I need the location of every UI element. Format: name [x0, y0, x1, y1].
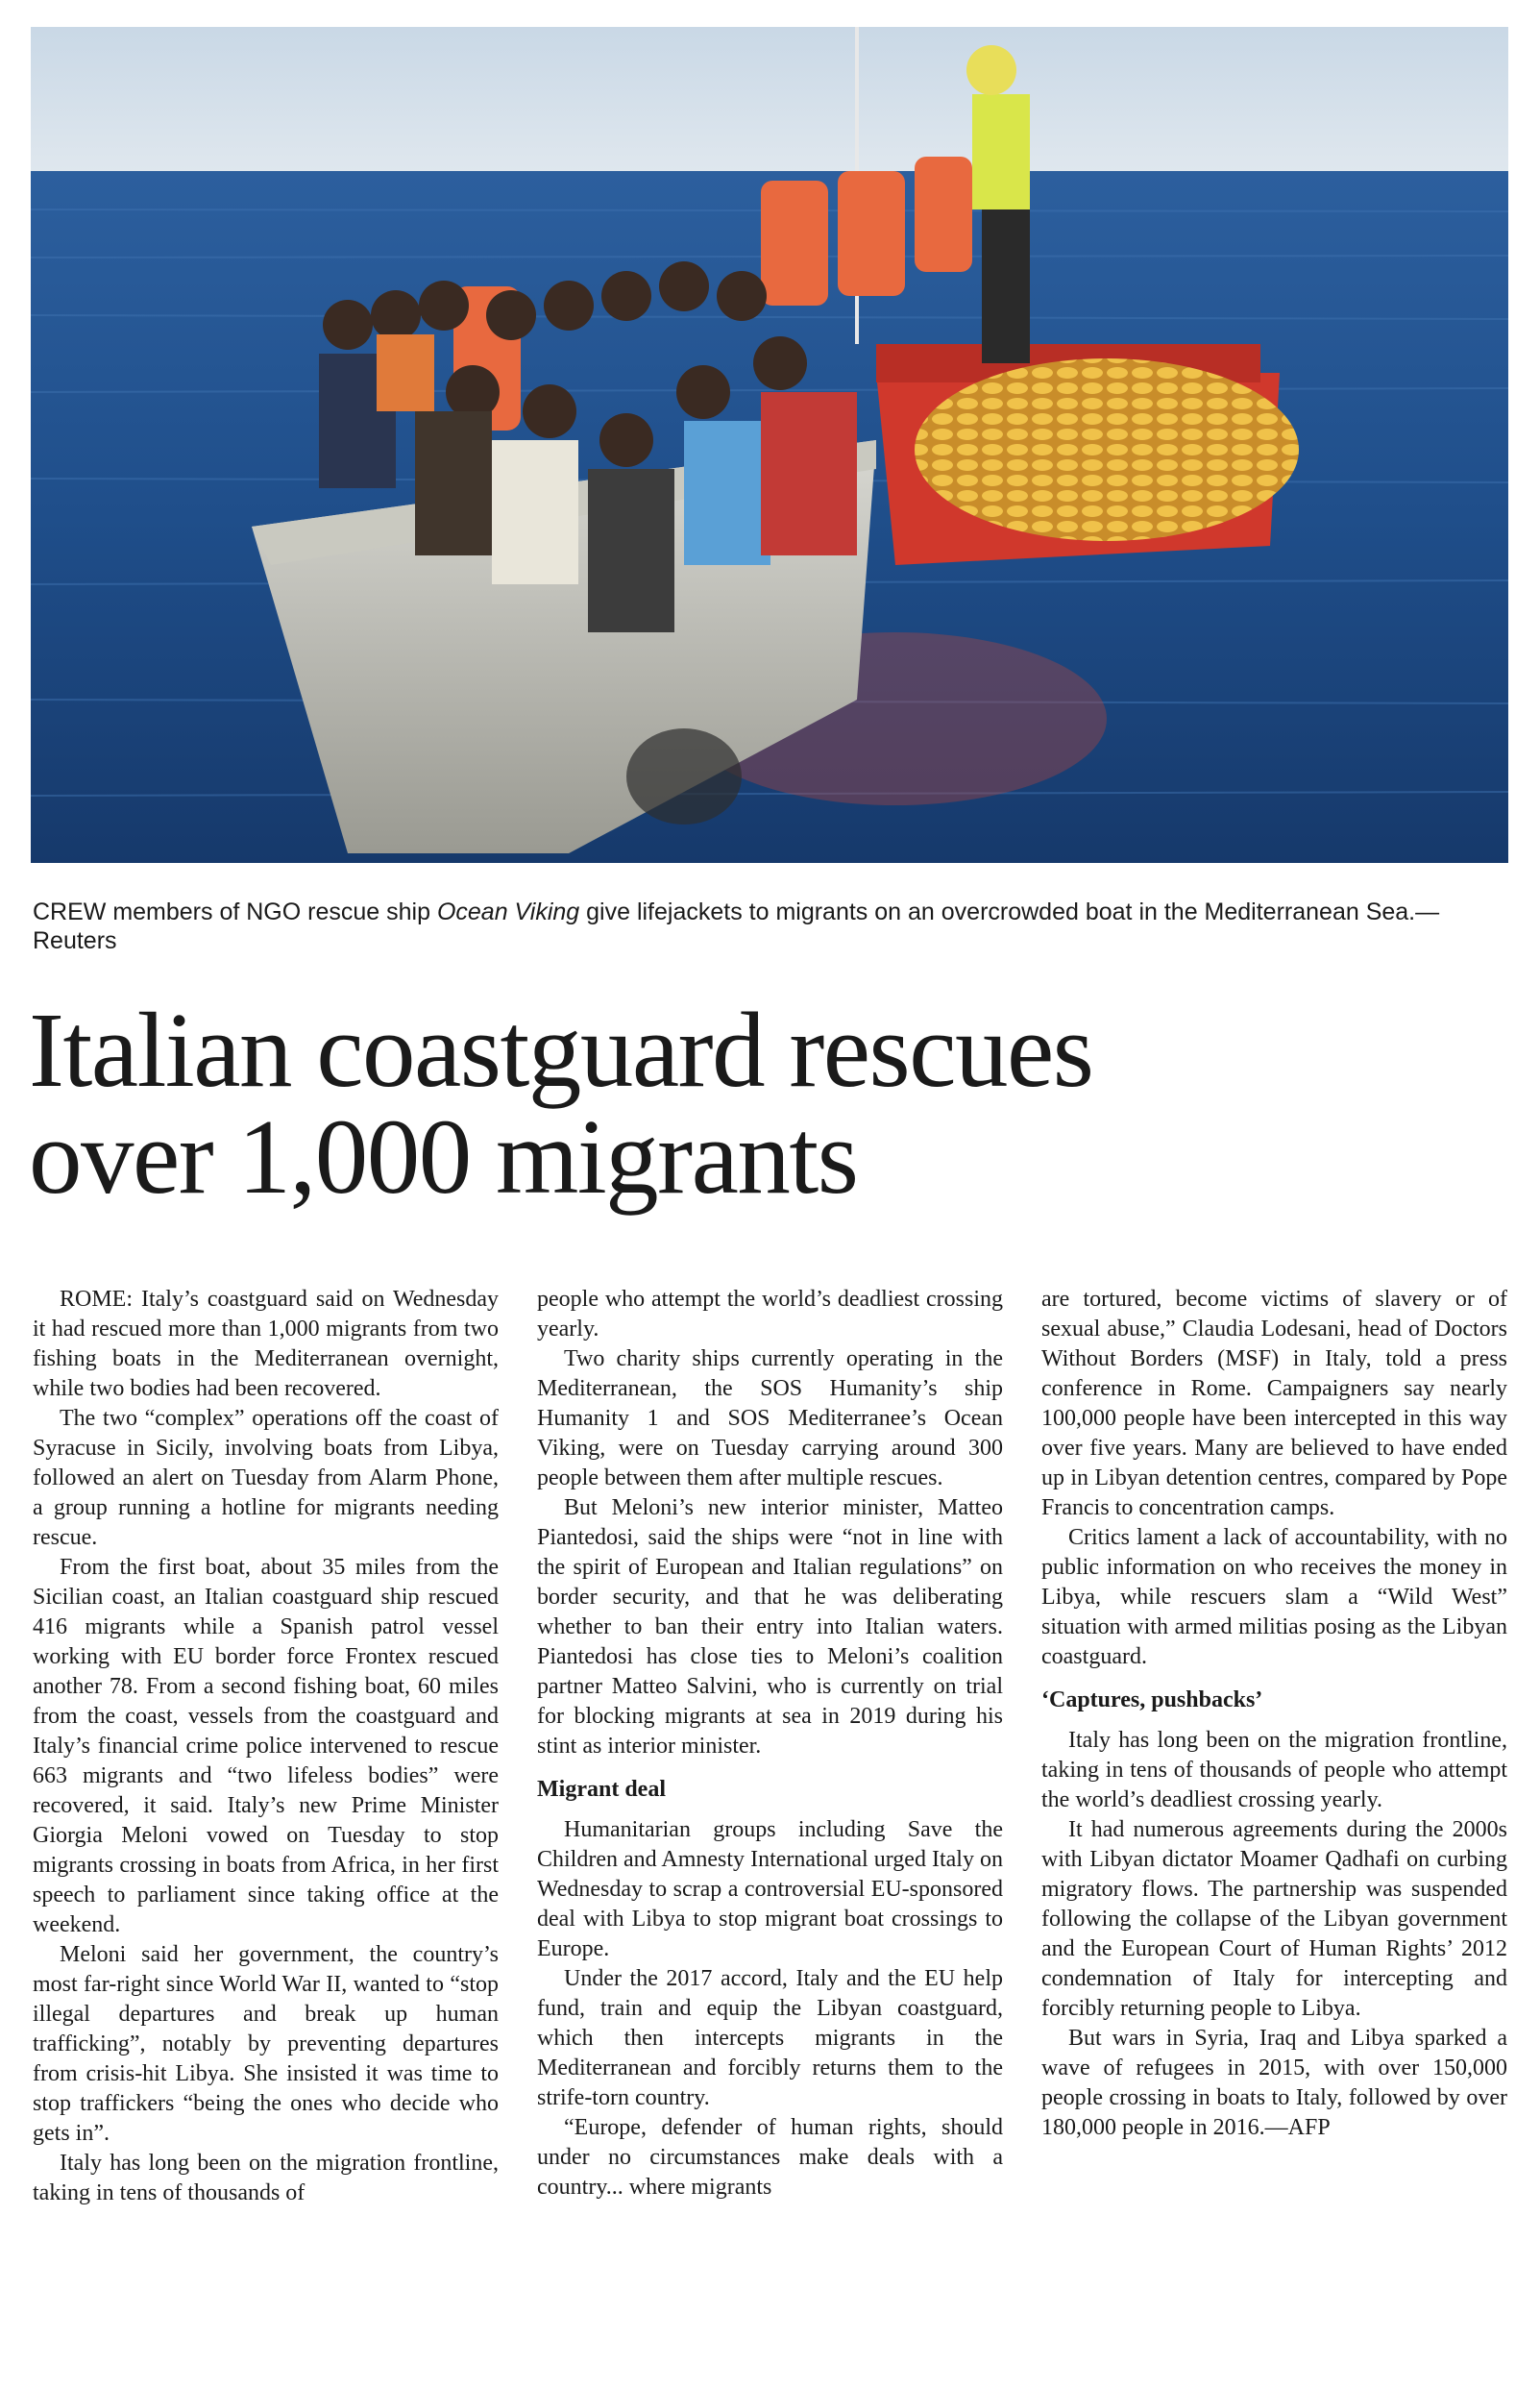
caption-rest: give lifejackets to migrants on an overcrowded boat in the Mediterranean Sea.—Reuters — [33, 899, 1440, 954]
paragraph: From the first boat, about 35 miles from the Sicilian coast, an Italian coastguard ship rescued 416 migrants while a Spanish patrol vessel working with EU border force Frontex rescued another 78. From a second fishing boat, 60 miles from the coast, vessels from the coastguard and Italy’s financial crime police intervened to rescue 663 migrants and “two lifeless bodies” were recovered, it said. Italy’s new Prime Minister Giorgia Meloni vowed on Tuesday to stop migrants crossing in boats from Africa, in her first speech to parliament since taking office at the weekend. — [33, 1555, 499, 1937]
paragraph: Critics lament a lack of accountability, with no public information on who receives the money in Libya, while rescuers slam a “Wild West” situation with armed militias posing as the Libyan coastguard. — [1041, 1525, 1507, 1669]
photo-image-icon — [31, 27, 1508, 863]
paragraph: “Europe, defender of human rights, should under no circumstances make deals with a country... where migrants — [537, 2115, 1003, 2200]
paragraph: Italy has long been on the migration frontline, taking in tens of thousands of — [33, 2151, 499, 2205]
article-column-1 — [33, 1285, 499, 2371]
news-photo — [31, 27, 1508, 863]
article-column-2 — [537, 1285, 1003, 2371]
paragraph: Two charity ships currently operating in the Mediterranean, the SOS Humanity’s ship Humanity 1 and SOS Mediterranee’s Ocean Viking, were on Tuesday carrying around 300 people between them after multiple rescues. — [537, 1346, 1003, 1490]
paragraph: Meloni said her government, the country’s most far-right since World War II, wanted to “stop illegal departures and break up human trafficking”, notably by preventing departures from crisis-hit Libya. She insisted it was time to stop traffickers “being the ones who decide who gets in”. — [33, 1942, 499, 2146]
paragraph: But Meloni’s new interior minister, Matteo Piantedosi, said the ships were “not in line with the spirit of European and Italian regulations” on border security, and that he was deliberating whether to ban their entry into Italian waters. Piantedosi has close ties to Meloni’s coalition partner Matteo Salvini, who is currently on trial for blocking migrants at sea in 2019 during his stint as interior minister. — [537, 1495, 1003, 1759]
headline-line-1: Italian coastguard rescues — [29, 992, 1093, 1110]
headline-line-2: over 1,000 migrants — [29, 1098, 858, 1217]
paragraph: people who attempt the world’s deadliest crossing yearly. — [537, 1287, 1003, 1342]
photo-caption — [33, 898, 1483, 955]
caption-lead: CREW members of NGO rescue ship — [33, 899, 437, 925]
caption-ship-name: Ocean Viking — [436, 899, 580, 925]
paragraph: ROME: Italy’s coastguard said on Wednesday it had rescued more than 1,000 migrants from two fishing boats in the Mediterranean overnight, while two bodies had been recovered. — [33, 1287, 499, 1401]
paragraph: But wars in Syria, Iraq and Libya sparked a wave of refugees in 2015, with over 150,000 people crossing in boats to Italy, followed by over 180,000 people in 2016.—AFP — [1041, 2026, 1507, 2140]
article-column-3 — [1041, 1285, 1507, 2371]
paragraph: It had numerous agreements during the 2000s with Libyan dictator Moamer Qadhafi on curbing migratory flows. The partnership was suspended following the collapse of the Libyan government and the European Court of Human Rights’ 2012 condemnation of Italy for intercepting and forcibly returning people to Libya. — [1041, 1817, 1507, 2021]
paragraph: Italy has long been on the migration frontline, taking in tens of thousands of people who attempt the world’s deadliest crossing yearly. — [1041, 1728, 1507, 1812]
headline — [29, 992, 1508, 1217]
paragraph: are tortured, become victims of slavery or of sexual abuse,” Claudia Lodesani, head of Doctors Without Borders (MSF) in Italy, told a press conference in Rome. Campaigners say nearly 100,000 people have been intercepted in this way over five years. Many are believed to have ended up in Libyan detention centres, compared by Pope Francis to concentration camps. — [1041, 1287, 1507, 1520]
subheading-migrant-deal: Migrant deal — [537, 1777, 666, 1802]
paragraph: Under the 2017 accord, Italy and the EU help fund, train and equip the Libyan coastguard, which then intercepts migrants in the Mediterranean and forcibly returns them to the strife-torn country. — [537, 1966, 1003, 2110]
paragraph: Humanitarian groups including Save the Children and Amnesty International urged Italy on Wednesday to scrap a controversial EU-sponsored deal with Libya to stop migrant boat crossings to Europe. — [537, 1817, 1003, 1961]
paragraph: The two “complex” operations off the coast of Syracuse in Sicily, involving boats from Libya, followed an alert on Tuesday from Alarm Phone, a group running a hotline for migrants needing rescue. — [33, 1406, 499, 1550]
subheading-captures-pushbacks: ‘Captures, pushbacks’ — [1041, 1687, 1263, 1712]
article-body — [33, 1285, 1508, 2371]
